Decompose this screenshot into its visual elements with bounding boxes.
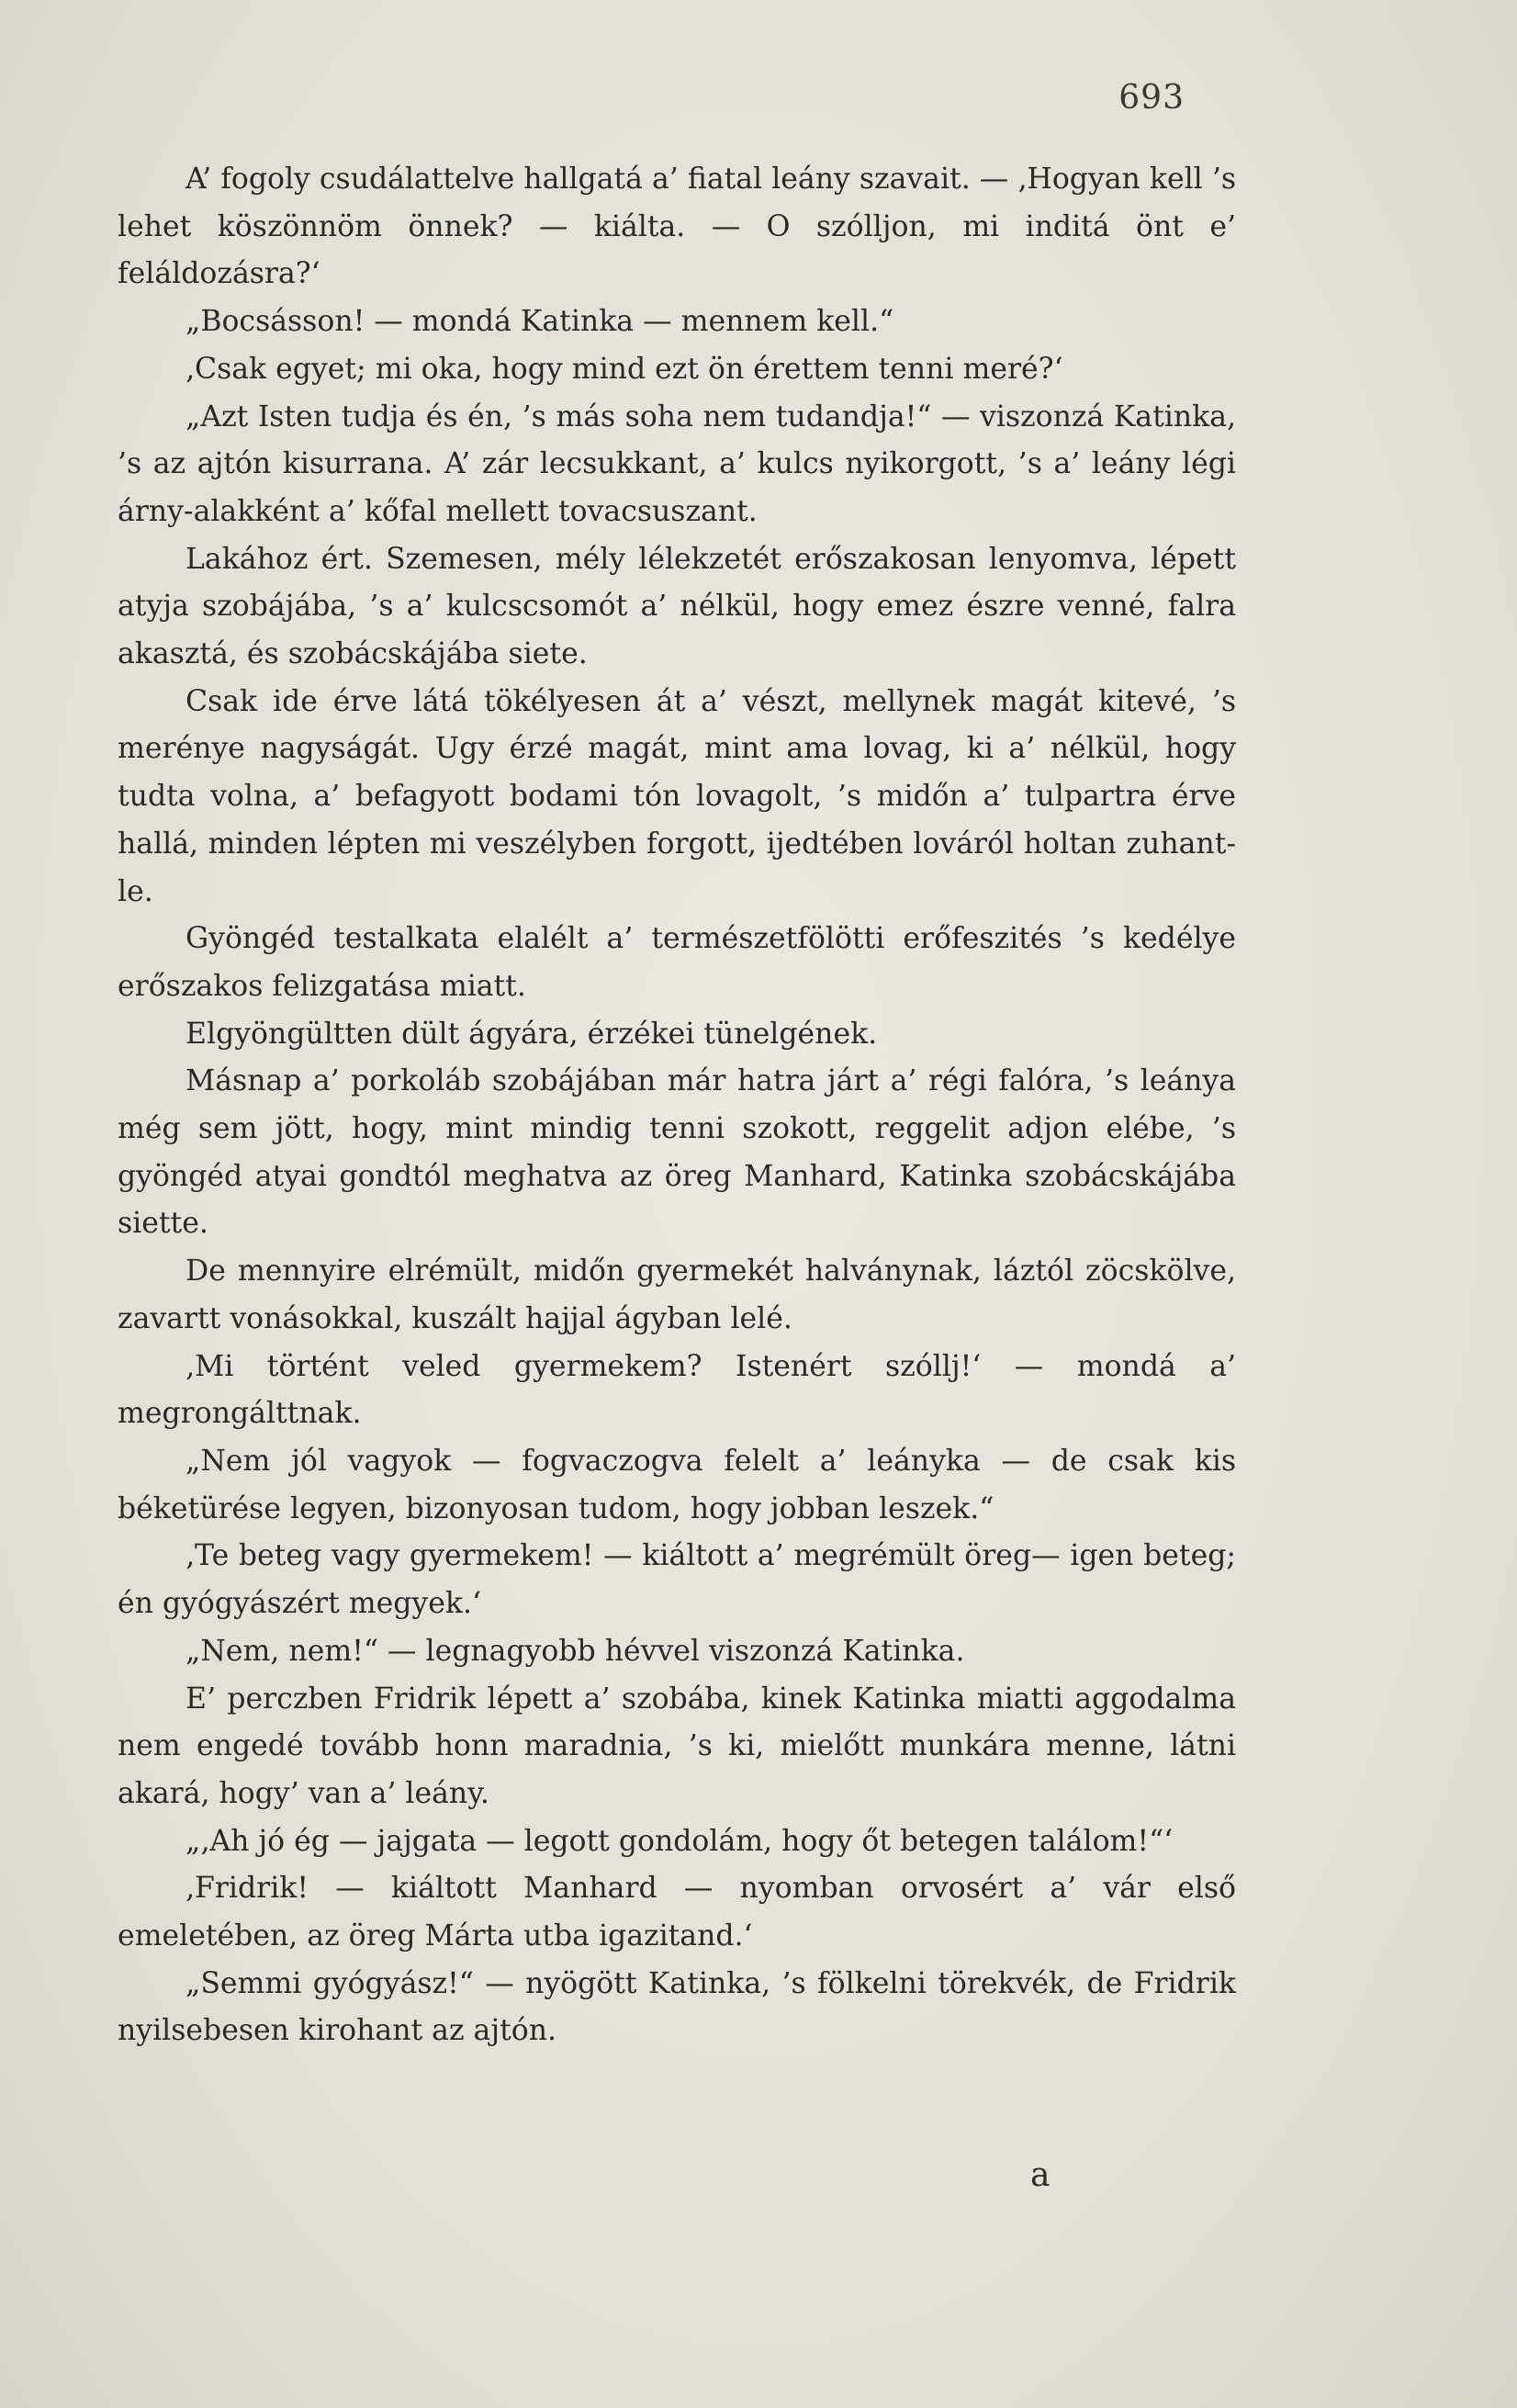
paragraph: Másnap a’ porkoláb szobájában már hatra járt a’ régi falóra, ’s leánya még sem jött, hogy, mint mindig tenni szokott, reggelit adjon elébe, ’s gyöngéd atyai gondtól meghatva az öreg Manhard, Katinka szobácskájába siette. (118, 1064, 1236, 1241)
paragraph: A’ fogoly csudálattelve hallgatá a’ fiatal leány szavait. — ‚Hogyan kell ’s lehet köszönnöm önnek? — kiálta. — O szólljon, mi inditá önt e’ feláldozásra?‘ (118, 163, 1236, 291)
paragraph: Gyöngéd testalkata elalélt a’ természetfölötti erőfeszités ’s kedélye erőszakos felizgatása miatt. (118, 922, 1236, 1003)
paragraph: „Nem, nem!“ — legnagyobb hévvel viszonzá Katinka. (185, 1634, 965, 1668)
paragraph: „Semmi gyógyász!“ — nyögött Katinka, ’s fölkelni törekvék, de Fridrik nyilsebesen kirohant az ajtón. (118, 1966, 1236, 2048)
catchword: a (1030, 2156, 1051, 2194)
paragraph: Csak ide érve látá tökélyesen át a’ vészt, mellynek magát kitevé, ’s merénye nagyságát. Ugy érzé magát, mint ama lovag, ki a’ nélkül, hogy tudta volna, a’ befagyott bodami tón lovagolt, ’s midőn a’ tulpartra érve hallá, minden lépten mi veszélyben forgott, ijedtében lováról holtan zuhant-le. (118, 684, 1236, 908)
paragraph: ‚Csak egyet; mi oka, hogy mind ezt ön érettem tenni meré?‘ (185, 352, 1063, 386)
paragraph: Elgyöngültten dült ágyára, érzékei tünelgének. (185, 1017, 878, 1051)
paragraph: Lakához ért. Szemesen, mély lélekzetét erőszakosan lenyomva, lépett atyja szobájába, ’s a’ kulcscsomót a’ nélkül, hogy emez észre venné, falra akasztá, és szobácskájába siete. (118, 542, 1236, 671)
paragraph: ‚Mi történt veled gyermekem? Istenért szóllj!‘ — mondá a’ megrongálttnak. (118, 1349, 1236, 1431)
paragraph: „Azt Isten tudja és én, ’s más soha nem tudandja!“ — viszonzá Katinka, ’s az ajtón kisurrana. A’ zár lecsukkant, a’ kulcs nyikorgott, ’s a’ leány légi árny-alakként a’ kőfal mellett tovacsuszant. (118, 399, 1236, 528)
paragraph: ‚Te beteg vagy gyermekem! — kiáltott a’ megrémült öreg— igen beteg; én gyógyászért megyek.‘ (118, 1539, 1236, 1621)
paragraph: „‚Ah jó ég — jajgata — legott gondolám, hogy őt betegen találom!“‘ (185, 1824, 1174, 1858)
paragraph: De mennyire elrémült, midőn gyermekét halványnak, láztól zöcskölve, zavartt vonásokkal, kuszált hajjal ágyban lelé. (118, 1255, 1236, 1335)
paragraph: „Nem jól vagyok — fogvaczogva felelt a’ leányka — de csak kis béketürése legyen, bizonyosan tudom, hogy jobban leszek.“ (118, 1444, 1236, 1525)
paragraph: ‚Fridrik! — kiáltott Manhard — nyomban orvosért a’ vár első emeletében, az öreg Márta utba igazitand.‘ (118, 1872, 1236, 1953)
body-text (118, 156, 1236, 2055)
paragraph: E’ perczben Fridrik lépett a’ szobába, kinek Katinka miatti aggodalma nem engedé tovább honn maradnia, ’s ki, mielőtt munkára menne, látni akará, hogy’ van a’ leány. (118, 1682, 1236, 1810)
page-number: 693 (1118, 79, 1185, 117)
paragraph: „Bocsásson! — mondá Katinka — mennem kell.“ (185, 305, 894, 339)
